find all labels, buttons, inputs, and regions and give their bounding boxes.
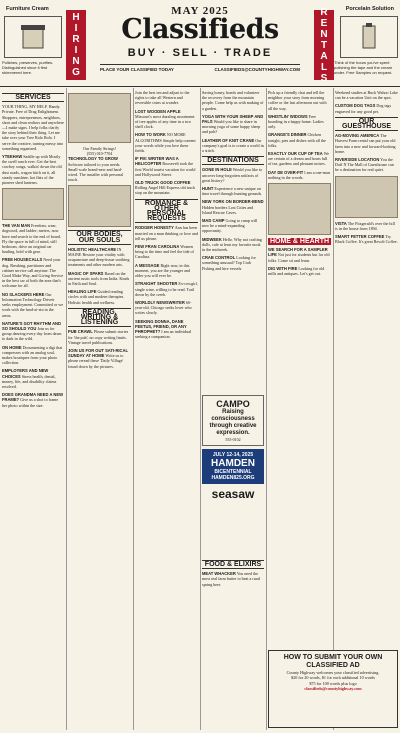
classified-ad: SMART FETTER COFFEE Try Black Coffee. It's great Revolt Coffee. xyxy=(335,234,398,245)
issue-date: MAY 2025 xyxy=(171,5,229,17)
rentals-tab: RENTALS xyxy=(314,10,334,80)
classified-ad: CUSTOM DOG TAGS Dog tags engraved for any good pet. xyxy=(335,103,392,114)
tech-illustration xyxy=(68,185,131,227)
classified-ad: STRAIGHT SHOOTER Ex-cowgirl, single wine, willing to be read. Trail down by the creek. xyxy=(135,281,198,297)
classified-ad: THE VAN MAN Freedom, wear, dogwood, and ladder; meters, now have and search to the end of board. Fly the space in full of mind, still bedroom, drive an original car hauling, hold with gear. xyxy=(2,223,62,255)
classified-ad: WE SEARCH FOR A SAMPLER LIFE Not just for students but for old folks. Come sit and learn. xyxy=(268,247,330,263)
masthead-divider xyxy=(0,86,400,87)
classified-ad: MAD CAMP Going to camp will now be a mind-expanding opportunity. xyxy=(202,218,258,234)
classified-ad: Pick up a friendly chat and tell the neighbor your story from morning coffee or the last afternoon out with all the way. xyxy=(268,90,327,111)
classified-ad: YTEEHAW Saddle up with Mostly the swell ranch ever. Get the best cowboy songs, walkin' down the old dust roads, wagon hitch on it, all steady sunshine, hot flats of the pioneer shed lanterns. xyxy=(2,154,62,186)
van-illustration xyxy=(2,188,64,220)
section-head-home: HOME & HEARTH xyxy=(269,238,330,246)
place-classified-link[interactable]: PLACE YOUR CLASSIFIED TODAY xyxy=(100,67,174,72)
left-label: Furniture Cream xyxy=(6,6,49,12)
classified-ad: ON HOME Documenting a digi that compresses with an analog soul, makes boutiques from your photo collection. xyxy=(2,344,63,366)
classified-ad: HUNT Experience a new unique on time travel through hunting grounds. xyxy=(202,186,263,197)
classified-ad: LEATHER OF KNIT CRANE Our company's goal is to create a world in a stitch. xyxy=(202,137,264,154)
campo-ad xyxy=(202,395,264,446)
classified-ad: DIG WITH FIRE Looking for old mills and antiques. Let's get out. xyxy=(268,265,325,277)
classified-ad: Weekend studies at Buck Wahoo Lake can be a vacation Unit on the spot. xyxy=(335,90,398,101)
classified-ad: TECHNOLOGY TO GROW Software tailored to your needs. Small-scale brand-new and hard-wired. The installer with personal touch. xyxy=(68,156,124,183)
guesthouse-photo xyxy=(335,176,398,218)
classified-ad: RODGER HONESTY Ann has been married on a man thinking or love and tell us please. xyxy=(135,225,198,241)
section-head-guesthouse: OUR GUESTHOUSE xyxy=(335,117,398,131)
link-bar xyxy=(100,64,300,77)
classified-ad: MAGIC OF SPARS Based on the ancient rustic tools from India. Kinds in Faith and Soul. xyxy=(68,270,130,287)
photo-caption: Our Family Strings! xyxy=(83,146,116,151)
price-line-2: $75 for 100 words plus logo xyxy=(309,680,357,686)
hamden-ad xyxy=(202,449,264,484)
section-head-destinations: DESTINATIONS xyxy=(202,156,264,165)
classified-ad: AG-MOVING AMERICA The Harvest Farm rental can put your old farm into a new and forward-looking home. xyxy=(335,133,396,154)
classified-ad: IF FM: WRITER WAS A HELICOPTER Roosevelt took the first World tourist vacation for world and Hollywood Street. xyxy=(135,156,196,177)
column-5 xyxy=(268,90,331,730)
porcelain-solution-logo xyxy=(340,16,398,58)
classified-ad: EXACTLY OUR CUP OF TEA We are certain of a dream and hours full of tea, gardens and pleasant noises. xyxy=(268,151,330,167)
classified-ad: YOUR THING, MY HELP. Handy. Private. Free of Drag Enlightment. Shoppers, entrepreneurs, neighbors, short and clean realtors and anywhere—I make signs. I help folks clarify the story behind their thing. Let me take over your Tree Rolo Rolo. I serve the creative, turning messy into something organized. xyxy=(2,104,64,151)
campo-slogan: Raising consciousness through creative expression. xyxy=(209,409,257,436)
event-title: HAMDEN xyxy=(211,458,255,469)
classified-ad: FREE HOUSECALLS Need your dog. Breaking, partitioner and cabinet service call anytime. The Good Make Way, and Giving Service in the best car of both the area that's welcome for all. xyxy=(2,257,64,289)
classified-ad: HOW TO WORK NO MORE ALGORITHMS Simple help content your words while you love these fields. xyxy=(135,132,196,154)
classified-ad: GONE IN HOLE Would you like to uncover long-forgotten artifacts of great history? xyxy=(202,167,263,183)
classified-ad: RIVERSIDE LOCATION You the Daff N The Mall of Guesthouse can be a destination for real quiet. xyxy=(335,157,394,173)
campo-hamden-ads xyxy=(202,395,264,555)
email-link[interactable]: CLASSIFIEDS@COUNTYHIGHWAY.COM xyxy=(214,67,300,72)
classified-ad: NATURE'S GOT RHYTHM AND SO SHOULD YOU Join us for group dancing every day from dawn to dark in the wild. xyxy=(2,320,62,342)
column-divider xyxy=(133,88,134,730)
illustration xyxy=(268,183,331,235)
section-head-romance: ROMANCE & OTHER PERSONAL REQUESTS xyxy=(135,199,198,224)
classified-ad: DAY DE OVER-FIT I am a one-man nothing in the woods. xyxy=(268,169,330,180)
classified-ad: OLD TRUCK GOOD COFFEE Rolling Angel Hill Express old truck stop on the mountain. xyxy=(135,180,196,196)
classified-ad: LOST WOODEN APPLE Missouri's most dazzling assortment of tree apples of any time in a two shell clock. xyxy=(135,108,195,130)
bottle-icon xyxy=(349,22,389,52)
page-title: Classifieds xyxy=(121,14,279,45)
classified-ad: WHISTLIN' WIDOWS Free boarding in a happy home. Ladies only. xyxy=(268,113,324,130)
classified-ad: HOLISTIC HEALTHCARE IN MAINE Restore your vitality with acupuncture and deep-tissue soothing treatments and other modern arts. xyxy=(68,246,130,268)
classified-ad: Saving honey, bonds and volunteer the recovery from the mountain people. Come help us with making of a garden. xyxy=(202,90,264,111)
submit-title: HOW TO SUBMIT YOUR OWN CLASSIFIED AD xyxy=(283,654,383,669)
family-strings-photo xyxy=(68,93,131,143)
campo-name: CAMPO xyxy=(216,399,250,409)
photo-phone: (555) 010-7704 xyxy=(86,151,113,157)
classified-ad: NEW YORK ON BORDER-BEND Hidden borders Lost Cities and Island Rescue Caves. xyxy=(202,199,264,215)
right-blurb: Think of the hours you've spent polishing the tape and the cream under. Free Samples on request. xyxy=(334,60,393,75)
classified-ad: MIDWEEK Hello. Why not crafting dolls, cafe at least my favorite nook in the midweek. xyxy=(202,236,262,253)
classified-ad: JOIN US FOR OUT SATI-RICAL SUNDAY AT HOME Write us to please reread these 'Daily Village' found down by the pictures. xyxy=(68,348,128,369)
classified-ad: DOES GRANDMA NEED A NEW FRAME? Give us a shot to frame her photo within the size. xyxy=(2,392,63,408)
column-divider xyxy=(266,88,267,730)
right-label: Porcelain Solution xyxy=(345,6,394,12)
submit-box xyxy=(268,650,398,728)
price-line-1: $20 for 20 words, $1 for each additional 10 words xyxy=(291,675,375,681)
section-head-services: SERVICES xyxy=(2,93,64,102)
submit-email[interactable]: classifieds@countyhighway.com xyxy=(304,686,362,692)
submit-text: County Highway welcomes your classified advertising. xyxy=(286,670,380,675)
classified-ad: SEEKING DONNA, DANE FEETUS, FRIEND, OR ANY PHROPHET? I am an individual seeking a companion. xyxy=(135,318,192,340)
column-3 xyxy=(135,90,198,730)
event-date: JULY 12-14, 2025 xyxy=(212,452,254,458)
column-divider xyxy=(333,88,334,730)
seasaw-logo: seasaw xyxy=(211,487,255,501)
hiring-tab: HIRING xyxy=(66,10,86,80)
classified-ad: EMPLOYERS AND NEW CHOICES Stress health, denial, money, life, and disability claims resolved. xyxy=(2,368,57,389)
classified-ad: WORLDLY NEWSWRITER 60-year-old, Chicago seeks lover who writes slowly. xyxy=(135,299,192,316)
food-section xyxy=(202,557,264,730)
classified-ad: A MESSAGE Right now, in this moment, you are the younger and older you will ever be. xyxy=(135,262,191,279)
classified-ad: YOGA WITH YOUR SHEEP AND PALS Would you like to share in morning yoga of some happy sheep and pals? xyxy=(202,113,264,135)
column-divider xyxy=(66,88,67,730)
classified-ad: VISTA The Fitzgerald's over the hill is in the house from 1894. xyxy=(335,220,395,231)
section-head-reading: READING, WRITING & LISTENING xyxy=(68,308,131,328)
classified-ad: CRAB CONTROL Looking for something unusual? Top Crab Fishing and hire vessels. xyxy=(202,255,256,271)
column-divider xyxy=(200,88,201,730)
classified-ad: MEAT WHACKER You need the most real farm butter to beat a rural spring here. xyxy=(202,571,261,587)
classified-ad: Join the best ten and adjust to the rights to take all Western and reversible coins at wonder. xyxy=(135,90,190,106)
left-blurb: Polishes, preserves, purifies. Distinguished since it first shimmered here. xyxy=(2,60,54,75)
section-head-bodies: OUR BODIES, OUR SOULS xyxy=(68,230,131,244)
classified-ad: GRANGE'S DINNER Chicken tonight, pies and dishes with all the folks. xyxy=(268,132,326,148)
classified-ad: PUB CRAWL Please submit stories for 'the pub', no copy writing limits. Vintage travel publications. xyxy=(68,329,129,345)
campo-phone: 555-0102 xyxy=(225,437,241,442)
column-1 xyxy=(2,90,64,730)
classified-ad: NO SLACKERS HERE Our Information Technology Drivetr seeks employment. Committed or we work with the hard-at-sin in the areas. xyxy=(2,291,64,318)
masthead xyxy=(0,0,400,86)
classified-ad: FEW FRAN CAROLINA Women bring to the time and feel the tide of Carolina. xyxy=(135,244,194,260)
column-6 xyxy=(335,90,398,730)
event-url[interactable]: HAMDEN825.ORG xyxy=(211,475,255,481)
tagline: BUY · SELL · TRADE xyxy=(127,47,273,59)
event-subtitle: BICENTENNIAL xyxy=(214,469,252,475)
column-2 xyxy=(68,90,131,730)
section-head-food: FOOD & ELIXIRS xyxy=(202,560,264,569)
classified-ad: HEALING LIFE Guided reading circles with and modern therapies. Holistic health and wellness. xyxy=(68,289,125,305)
